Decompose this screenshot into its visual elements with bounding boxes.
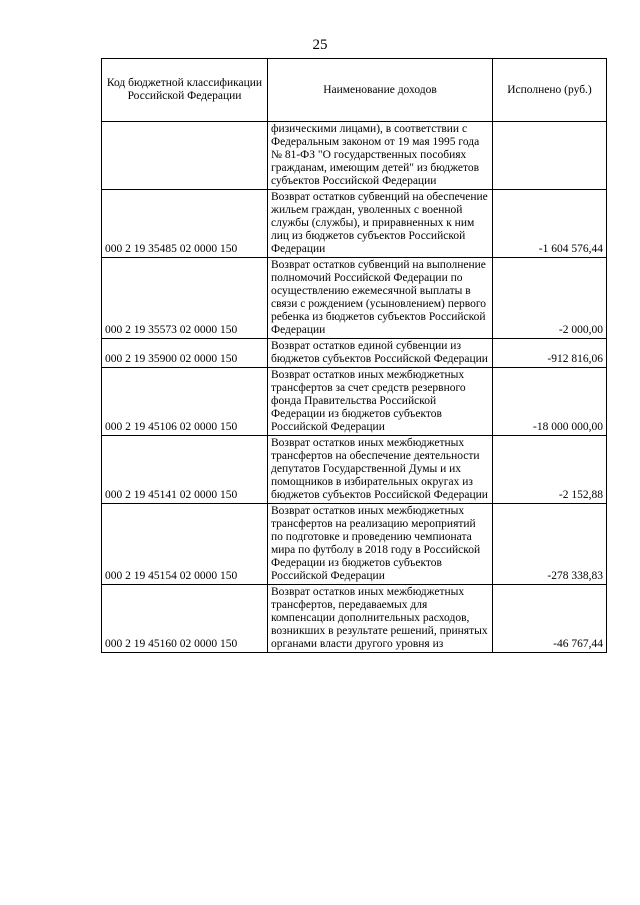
row-name: Возврат остатков субвенций на выполнение полномочий Российской Федерации по осуществлению ежемесячной выплаты в связи с рождением (усыновлением) первого ребенка из бюджетов субъектов Российской Федерации (268, 258, 493, 339)
row-code: 000 2 19 35573 02 0000 150 (102, 258, 268, 339)
row-amount: -46 767,44 (493, 585, 607, 653)
row-name: Возврат остатков иных межбюджетных трансфертов за счет средств резервного фонда Правительства Российской Федерации из бюджетов субъектов Российской Федерации (268, 368, 493, 436)
row-amount: -18 000 000,00 (493, 368, 607, 436)
table-row (102, 190, 607, 258)
row-name: Возврат остатков иных межбюджетных трансфертов на реализацию мероприятий по подготовке и проведению чемпионата мира по футболу в 2018 году в Российской Федерации из бюджетов субъектов Российской Федерации (268, 504, 493, 585)
header-amount: Исполнено (руб.) (493, 59, 607, 122)
row-name: Возврат остатков иных межбюджетных трансфертов, передаваемых для компенсации дополнительных расходов, возникших в результате решений, принятых органами власти другого уровня из (268, 585, 493, 653)
row-amount: -2 152,88 (493, 436, 607, 504)
row-amount: -1 604 576,44 (493, 190, 607, 258)
header-code: Код бюджетной классификации Российской Федерации (102, 59, 268, 122)
table-row (102, 368, 607, 436)
row-code (102, 122, 268, 190)
table-row (102, 436, 607, 504)
page-number: 25 (312, 37, 328, 53)
table-row (102, 258, 607, 339)
header-name: Наименование доходов (268, 59, 493, 122)
table-header-row (102, 59, 607, 122)
revenue-table (101, 58, 607, 653)
row-amount (493, 122, 607, 190)
row-name: Возврат остатков субвенций на обеспечение жильем граждан, уволенных с военной службы (службы), и приравненных к ним лиц из бюджетов субъектов Российской Федерации (268, 190, 493, 258)
table-row (102, 504, 607, 585)
row-code: 000 2 19 45141 02 0000 150 (102, 436, 268, 504)
row-name: физическими лицами), в соответствии с Федеральным законом от 19 мая 1995 года № 81-ФЗ "О государственных пособиях гражданам, имеющим детей" из бюджетов субъектов Российской Федерации (268, 122, 493, 190)
row-code: 000 2 19 35900 02 0000 150 (102, 339, 268, 368)
row-amount: -2 000,00 (493, 258, 607, 339)
row-code: 000 2 19 45106 02 0000 150 (102, 368, 268, 436)
row-amount: -278 338,83 (493, 504, 607, 585)
row-name: Возврат остатков иных межбюджетных трансфертов на обеспечение деятельности депутатов Государственной Думы и их помощников в избирательных округах из бюджетов субъектов Российской Федерации (268, 436, 493, 504)
table-row (102, 339, 607, 368)
row-code: 000 2 19 45154 02 0000 150 (102, 504, 268, 585)
row-code: 000 2 19 35485 02 0000 150 (102, 190, 268, 258)
row-name: Возврат остатков единой субвенции из бюджетов субъектов Российской Федерации (268, 339, 493, 368)
row-amount: -912 816,06 (493, 339, 607, 368)
table-row (102, 585, 607, 653)
row-code: 000 2 19 45160 02 0000 150 (102, 585, 268, 653)
table-row (102, 122, 607, 190)
